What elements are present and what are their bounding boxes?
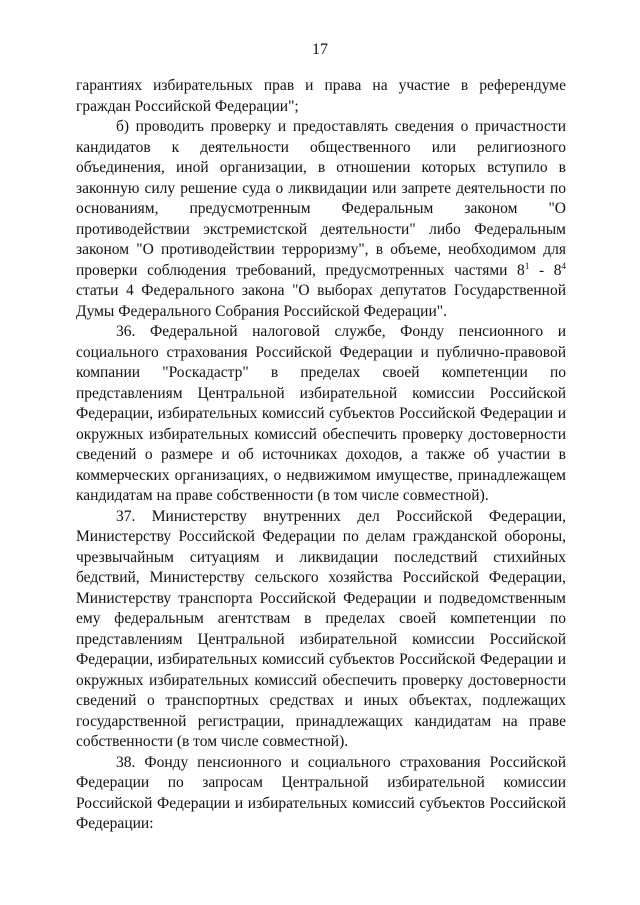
paragraph-36: 36. Федеральной налоговой службе, Фонду пенсионного и социального страхования Российской Федерации и публично-правовой компании "Роскадастр" в пределах своей компетенции по представлениям Центральной избирательной комиссии Российской Федерации, избирательных комиссий субъектов Российской Федерации и окружных избирательных комиссий обеспечить проверку достоверности сведений о размере и об источниках доходов, а также об участии в коммерческих организациях, о недвижимом имуществе, принадлежащем кандидатам на праве собственности (в том числе совместной).	[76, 323, 566, 504]
document-body	[76, 76, 566, 835]
paragraph-item-b-range: - 8	[529, 261, 562, 279]
paragraph-37: 37. Министерству внутренних дел Российской Федерации, Министерству Российской Федерации по делам гражданской обороны, чрезвычайным ситуациям и ликвидации последствий стихийных бедствий, Министерству сельского хозяйства Российской Федерации, Министерству транспорта Российской Федерации и подведомственным ему федеральным агентствам в пределах своей компетенции по представлениям Центральной избирательной комиссии Российской Федерации, избирательных комиссий субъектов Российской Федерации и окружных избирательных комиссий обеспечить проверку достоверности сведений о транспортных средствах и иных объектах, подлежащих государственной регистрации, принадлежащих кандидатам на праве собственности (в том числе совместной).	[76, 507, 566, 750]
paragraph-item-b-tail: статьи 4 Федерального закона "О выборах депутатов Государственной Думы Федерального Собрания Российской Федерации".	[76, 282, 566, 320]
paragraph-item-b	[76, 117, 566, 322]
page-number: 17	[312, 41, 328, 58]
paragraph-item-b-text: б) проводить проверку и предоставлять сведения о причастности кандидатов к деятельности общественного или религиозного объединения, иной организации, в отношении которых вступило в законную силу решение суда о ликвидации или запрете деятельности по основаниям, предусмотренным Федеральным законом "О противодействии экстремистской деятельности" либо Федеральным законом "О противодействии терроризму", в объеме, необходимом для проверки соблюдения требований, предусмотренных частями 8	[76, 118, 566, 279]
superscript-1: 1	[524, 260, 530, 271]
paragraph-38: 38. Фонду пенсионного и социального страхования Российской Федерации по запросам Центральной избирательной комиссии Российской Федерации и избирательных комиссий субъектов Российской Федерации:	[76, 753, 566, 832]
superscript-4: 4	[561, 260, 566, 271]
paragraph-continuation: гарантиях избирательных прав и права на участие в референдуме граждан Российской Федерации";	[76, 77, 566, 115]
